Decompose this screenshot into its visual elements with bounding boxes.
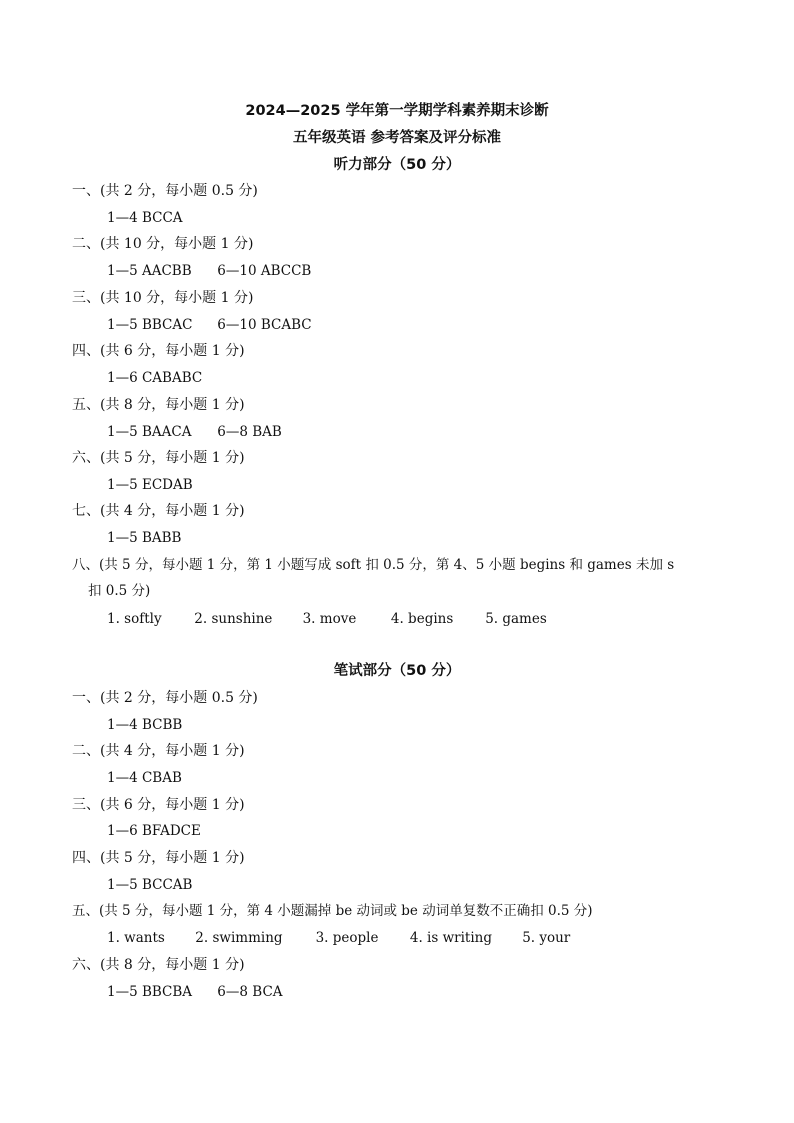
writing-q5-heading: 五、(共 5 分，每小题 1 分，第 4 小题漏掉 be 动词或 be 动词单复数不正确扣 0.5 分) — [72, 903, 593, 919]
answer-word: 1. softly — [107, 611, 162, 627]
answer-group: 6—10 BCABC — [217, 317, 312, 333]
listening-q5-answers — [107, 422, 747, 442]
document-subtitle: 五年级英语 参考答案及评分标准 — [292, 130, 502, 146]
answer-word: 5. your — [522, 930, 571, 946]
listening-q5-heading: 五、(共 8 分，每小题 1 分) — [72, 397, 245, 413]
listening-q7-answers — [107, 528, 747, 548]
answer-group: 1—5 BBCAC — [107, 317, 193, 333]
answer-group: 1—5 BCCAB — [107, 877, 193, 893]
writing-q6-heading: 六、(共 8 分，每小题 1 分) — [72, 957, 245, 973]
listening-q6-answers — [107, 475, 747, 495]
writing-q6-answers — [107, 982, 747, 1002]
heading-continuation: 扣 0.5 分) — [88, 583, 151, 599]
answer-group: 1—5 BABB — [107, 530, 182, 546]
answer-group: 1—5 BAACA — [107, 424, 192, 440]
answer-group: 1—6 CABABC — [107, 370, 203, 386]
answer-group: 1—5 BBCBA — [107, 984, 193, 1000]
answer-word: 5. games — [485, 611, 547, 627]
answer-group: 1—4 BCCA — [107, 210, 183, 226]
answer-group: 6—8 BAB — [217, 424, 282, 440]
answer-group: 6—8 BCA — [217, 984, 283, 1000]
document-title: 2024—2025 学年第一学期学科素养期末诊断 — [245, 103, 549, 119]
writing-q1-heading: 一、(共 2 分，每小题 0.5 分) — [72, 690, 258, 706]
answer-word: 1. wants — [107, 930, 165, 946]
answer-group: 6—10 ABCCB — [217, 263, 312, 279]
answer-group: 1—5 AACBB — [107, 263, 192, 279]
answer-word: 2. swimming — [195, 930, 283, 946]
answer-group: 1—5 ECDAB — [107, 477, 193, 493]
answer-group: 1—6 BFADCE — [107, 823, 201, 839]
listening-q3-answers — [107, 315, 747, 335]
listening-section-title: 听力部分（50 分） — [333, 157, 461, 173]
listening-q3-heading: 三、(共 10 分，每小题 1 分) — [72, 290, 254, 306]
answer-group: 1—4 CBAB — [107, 770, 182, 786]
writing-q2-answers — [107, 768, 747, 788]
writing-q3-heading: 三、(共 6 分，每小题 1 分) — [72, 797, 245, 813]
writing-q5-answers — [107, 928, 747, 948]
listening-q8-heading — [72, 555, 732, 601]
listening-q4-answers — [107, 368, 747, 388]
answer-word: 3. move — [302, 611, 357, 627]
answer-word: 4. begins — [390, 611, 454, 627]
listening-q4-heading: 四、(共 6 分，每小题 1 分) — [72, 343, 245, 359]
listening-q2-heading: 二、(共 10 分，每小题 1 分) — [72, 236, 254, 252]
listening-q2-answers — [107, 261, 747, 281]
answer-word: 2. sunshine — [194, 611, 273, 627]
listening-q8-answers — [107, 609, 747, 629]
answer-word: 4. is writing — [409, 930, 493, 946]
heading-line: 八、(共 5 分，每小题 1 分，第 1 小题写成 soft 扣 0.5 分，第 4、5 小题 begins 和 games 未加 s — [72, 557, 675, 573]
writing-q4-answers — [107, 875, 747, 895]
answer-group: 1—4 BCBB — [107, 717, 183, 733]
writing-section-title: 笔试部分（50 分） — [333, 663, 461, 679]
writing-q3-answers — [107, 821, 747, 841]
listening-q1-heading: 一、(共 2 分，每小题 0.5 分) — [72, 183, 258, 199]
listening-q7-heading: 七、(共 4 分，每小题 1 分) — [72, 503, 245, 519]
listening-q1-answers — [107, 208, 747, 228]
writing-q4-heading: 四、(共 5 分，每小题 1 分) — [72, 850, 245, 866]
answer-word: 3. people — [315, 930, 379, 946]
listening-q6-heading: 六、(共 5 分，每小题 1 分) — [72, 450, 245, 466]
writing-q2-heading: 二、(共 4 分，每小题 1 分) — [72, 743, 245, 759]
writing-q1-answers — [107, 715, 747, 735]
